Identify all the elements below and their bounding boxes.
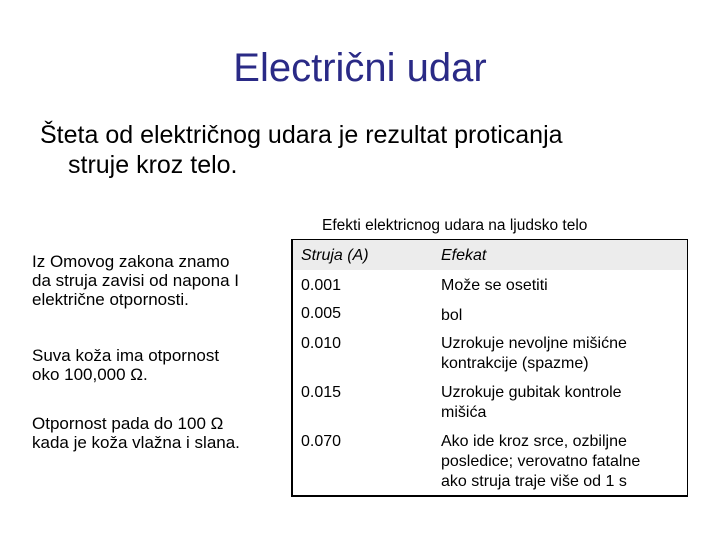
text-line: Iz Omovog zakona znamo <box>32 252 230 271</box>
row-effect <box>441 383 681 423</box>
effect-line: bol <box>441 307 463 324</box>
header-effect: Efekat <box>441 247 487 264</box>
row-current: 0.015 <box>301 384 342 401</box>
effect-line: ako struja traje više od 1 s <box>441 473 627 490</box>
row-current: 0.005 <box>301 305 342 322</box>
effect-line: mišića <box>441 404 487 421</box>
text-line: kada je koža vlažna i slana. <box>32 433 240 452</box>
row-effect <box>441 276 681 296</box>
effect-line: Ako ide kroz srce, ozbiljne <box>441 433 627 450</box>
effects-table <box>291 239 688 497</box>
text-line: oko 100,000 Ω. <box>32 365 148 384</box>
effect-line: Uzrokuje nevoljne mišićne <box>441 335 627 352</box>
intro-text <box>40 120 680 180</box>
slide-title: Electrični udar <box>233 46 487 90</box>
wet-skin-paragraph <box>32 414 287 452</box>
row-current: 0.001 <box>301 277 342 294</box>
effect-line: kontrakcije (spazme) <box>441 355 589 372</box>
row-effect <box>441 334 681 374</box>
table-caption: Efekti elektricnog udara na ljudsko telo <box>322 217 588 234</box>
text-line: električne otpornosti. <box>32 290 189 309</box>
effect-line: Može se osetiti <box>441 277 548 294</box>
header-current: Struja (A) <box>301 247 369 264</box>
row-current: 0.010 <box>301 335 342 352</box>
ohms-law-paragraph <box>32 252 287 309</box>
row-effect <box>441 306 681 326</box>
text-line: Otpornost pada do 100 Ω <box>32 414 224 433</box>
dry-skin-paragraph <box>32 346 287 384</box>
effect-line: posledice; verovatno fatalne <box>441 453 641 470</box>
text-line: Suva koža ima otpornost <box>32 346 220 365</box>
text-line: da struja zavisi od napona I <box>32 271 239 290</box>
row-current: 0.070 <box>301 433 342 450</box>
row-effect <box>441 432 681 492</box>
intro-line-1: Šteta od električnog udara je rezultat proticanja <box>40 121 563 149</box>
effect-line: Uzrokuje gubitak kontrole <box>441 384 622 401</box>
intro-line-2: struje kroz telo. <box>68 151 238 179</box>
